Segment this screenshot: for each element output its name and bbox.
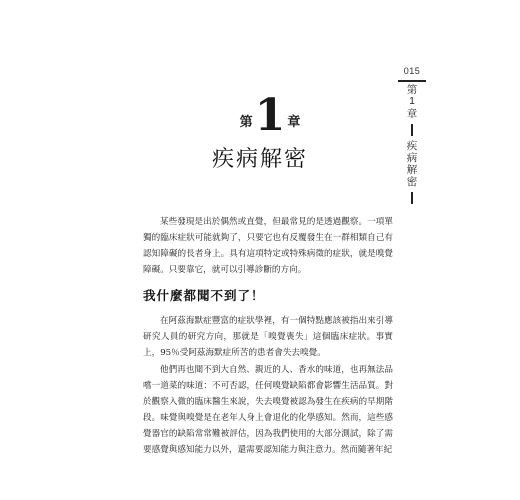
side-tab-chapter-suffix: 章: [406, 108, 418, 120]
chapter-heading: [210, 90, 330, 141]
chapter-suffix: 章: [287, 115, 301, 130]
side-tab-divider: [411, 124, 413, 136]
chapter-prefix: 第: [239, 115, 253, 130]
page-number: 015: [403, 66, 421, 76]
body-paragraph: 在阿茲海默症豐富的症狀學裡，有一個特點應該被指出來引導研究人員的研究方向，那就是「嗅覺喪失」這個臨床症狀。事實上，95％受阿茲海默症所苦的患者會失去嗅覺。: [143, 316, 393, 358]
chapter-number: 1: [254, 90, 286, 141]
side-tab-chapter-number: 1: [409, 96, 415, 107]
chapter-title: 疾病解密: [211, 147, 308, 172]
body-paragraph: 某些發現是出於偶然或直覺，但最常見的是透過觀察。一項單獨的臨床症狀可能就夠了，只要它也有反覆發生在一群相類自己有認知障礙的長者身上。具有這項特定或特殊病徵的症狀，就是嗅覺障礙。只要靠它，就可以引導診斷的方向。: [143, 217, 393, 275]
side-tab-divider: [411, 192, 413, 204]
side-tab-chapter-prefix: 第: [406, 84, 418, 96]
side-tab-chapter-title: 疾病解密: [406, 140, 418, 188]
section-heading: 我什麼都聞不到了！: [143, 288, 265, 303]
body-paragraph: 他們再也聞不到大自然、親近的人、香水的味道，也再無法品嚐一道菜的味道：不可否認，任何嗅覺缺陷都會影響生活品質。對於觀察入微的臨床醫生來說，失去嗅覺被認為發生在疾病的早期階段。味覺與嗅覺是在老年人身上會退化的化學感知。然而，這些感覺器官的缺陷常常難被評估，因為我們使用的大部分測試，除了需要感覺與感知能力以外，還需要認知能力與注意力。然而隨著年紀: [143, 365, 393, 455]
page-number-rule: [398, 80, 426, 82]
chapter-side-tab: [404, 84, 420, 208]
